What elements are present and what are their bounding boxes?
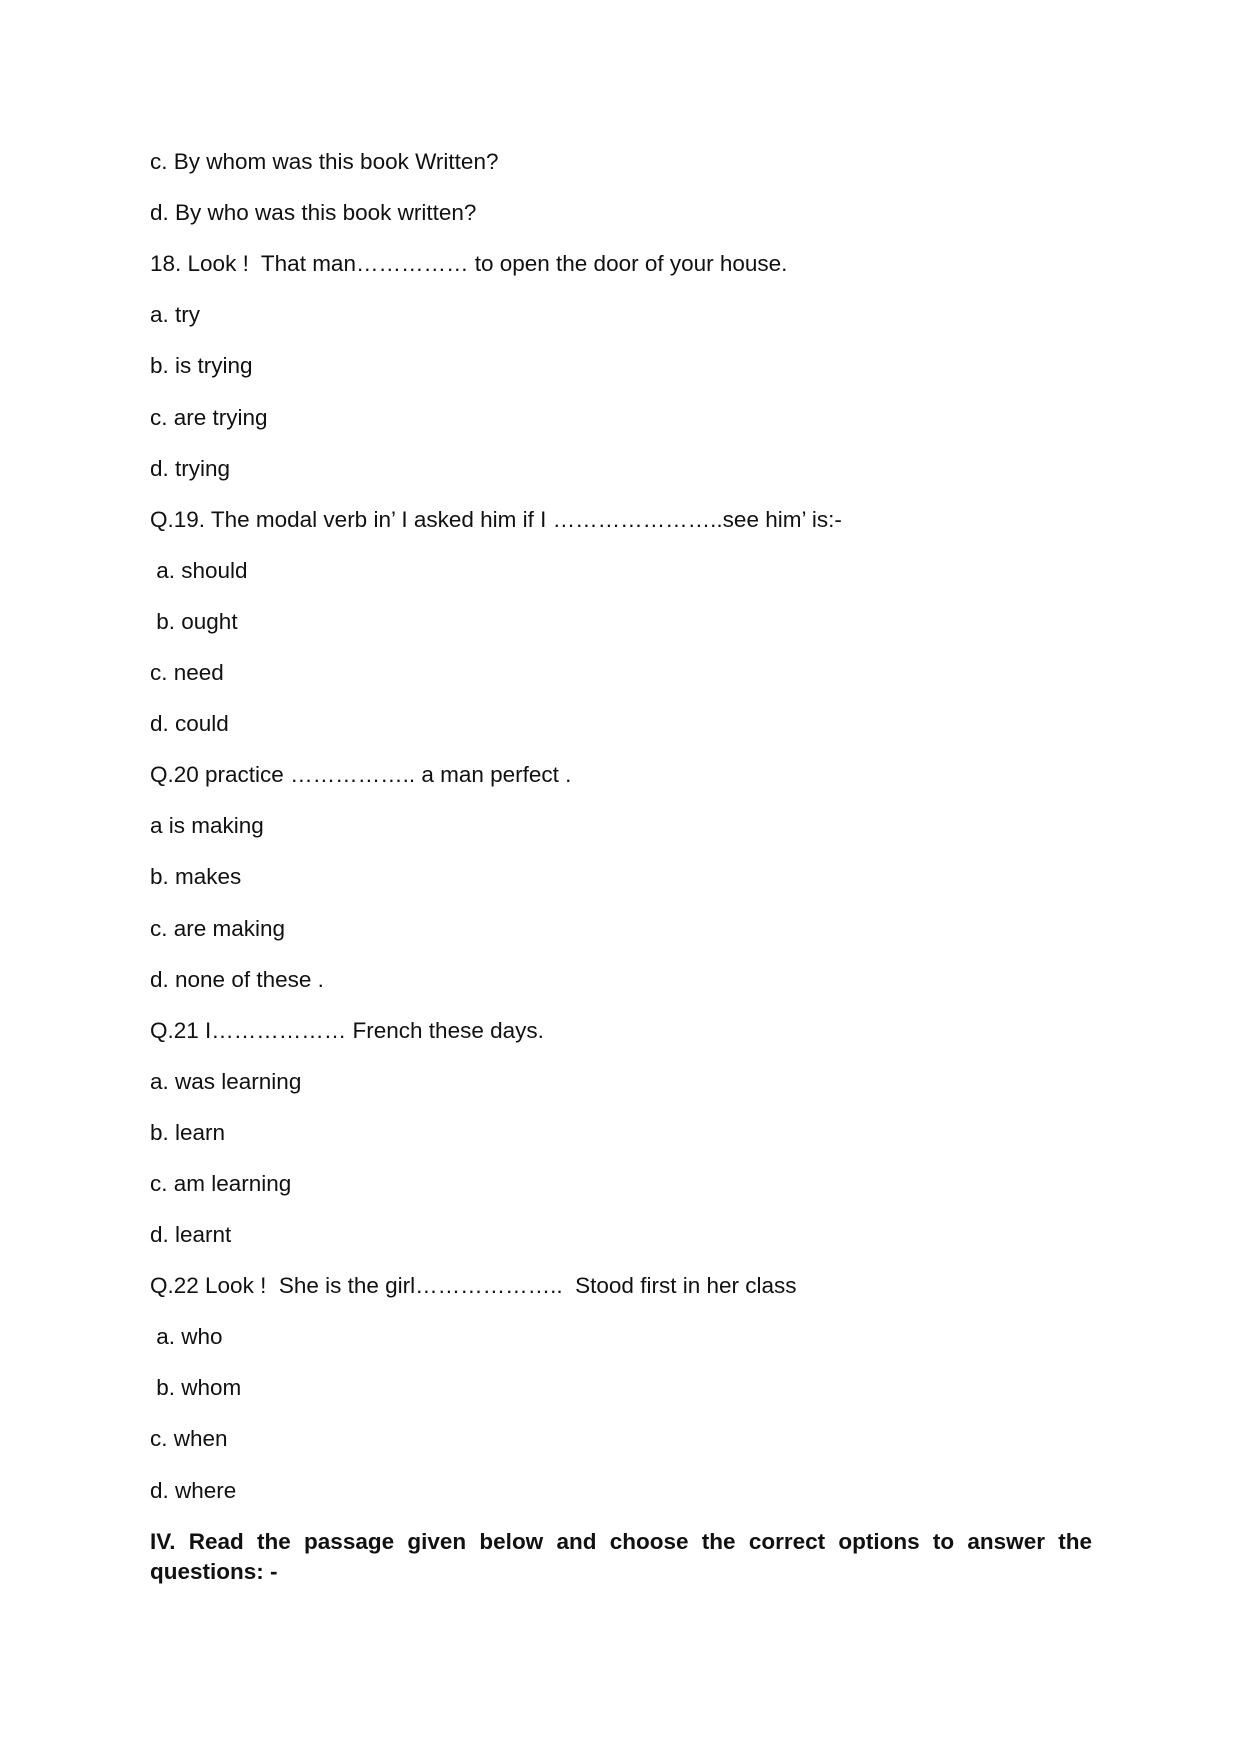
q20-option-b: b. makes bbox=[150, 864, 242, 889]
q22-option-b: b. whom bbox=[150, 1375, 242, 1400]
q21-question: Q.21 I……………… French these days. bbox=[150, 1018, 544, 1043]
q21-option-c: c. am learning bbox=[150, 1171, 292, 1196]
q20-option-c: c. are making bbox=[150, 916, 286, 941]
section-heading: IV. Read the passage given below and choose the correct options to answer the questions: - bbox=[150, 1529, 1092, 1584]
q18-option-c: c. are trying bbox=[150, 405, 268, 430]
q22-option-d: d. where bbox=[150, 1478, 237, 1503]
q20-option-d: d. none of these . bbox=[150, 967, 324, 992]
q19-option-a: a. should bbox=[150, 558, 248, 583]
q18-option-a: a. try bbox=[150, 302, 201, 327]
q22-question: Q.22 Look ! She is the girl……………….. Stood first in her class bbox=[150, 1273, 797, 1298]
q18-option-b: b. is trying bbox=[150, 353, 253, 378]
q19-option-d: d. could bbox=[150, 711, 229, 736]
q18-option-d: d. trying bbox=[150, 456, 231, 481]
q22-option-c: c. when bbox=[150, 1426, 228, 1451]
q19-option-c: c. need bbox=[150, 660, 224, 685]
q17-option-d: d. By who was this book written? bbox=[150, 200, 477, 225]
q21-option-d: d. learnt bbox=[150, 1222, 232, 1247]
q21-option-b: b. learn bbox=[150, 1120, 226, 1145]
q20-option-a: a is making bbox=[150, 813, 264, 838]
q19-question: Q.19. The modal verb in’ I asked him if I …………………..see him’ is:- bbox=[150, 507, 842, 532]
q18-question: 18. Look ! That man…………… to open the door of your house. bbox=[150, 251, 788, 276]
q20-question: Q.20 practice …………….. a man perfect . bbox=[150, 762, 572, 787]
q19-option-b: b. ought bbox=[150, 609, 238, 634]
q21-option-a: a. was learning bbox=[150, 1069, 302, 1094]
q22-option-a: a. who bbox=[150, 1324, 223, 1349]
q17-option-c: c. By whom was this book Written? bbox=[150, 149, 499, 174]
